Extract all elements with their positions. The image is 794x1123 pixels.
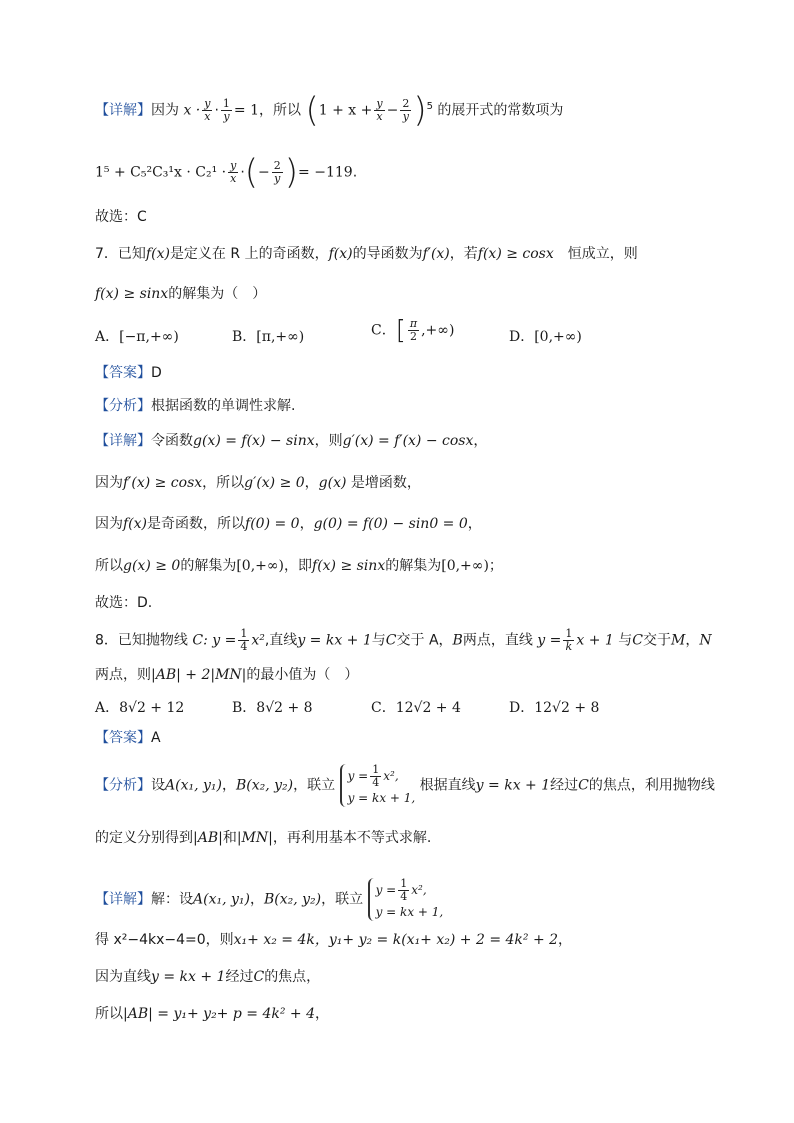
equation-system: y = $\frac{1}{4}$ x², y = kx + 1, (340, 764, 416, 807)
question-8-options (95, 697, 715, 721)
option-b: B．8√2 + 8 (232, 700, 313, 716)
option-d: D．[0,+∞) (509, 329, 582, 345)
equation-system: y = $\frac{1}{4}$ x², y = kx + 1, (368, 878, 444, 921)
detail-line-2: 1⁵ + C₅²C₃¹x · C₂¹ · $\frac{y}{x}$ ·(− $\frac{2}{y}$ )= −119. (95, 152, 358, 193)
option-a: A．[−π,+∞) (95, 329, 179, 345)
question-7-options (95, 315, 715, 356)
question-7-line-2: f(x) ≥ sinx的解集为（ ） (95, 286, 267, 302)
answer-7: 【答案】D (95, 365, 162, 381)
detail-7-line-4: 所以g(x) ≥ 0的解集为[0,+∞)，即f(x) ≥ sinx的解集为[0,+∞)； (95, 558, 503, 574)
detail-8-line-3: 因为直线y = kx + 1经过C的焦点， (95, 969, 321, 985)
answer-8: 【答案】A (95, 730, 161, 746)
detail-7-line-1: 【详解】令函数g(x) = f(x) − sinx，则g′(x) = f′(x) − cosx， (95, 433, 488, 449)
analysis-7: 【分析】根据函数的单调性求解. (95, 398, 296, 414)
option-b: B．[π,+∞) (232, 329, 305, 345)
detail-tag: 【详解】 (95, 102, 151, 119)
question-8-line-2: 两点，则|AB| + 2|MN|的最小值为（ ） (95, 667, 359, 683)
option-c: C．[ $\frac{\pi}{2}$ ,+∞) (371, 315, 455, 346)
choice-line: 故选：C (95, 209, 147, 225)
choice-7: 故选：D. (95, 595, 153, 611)
question-8-line-1: 8．已知抛物线 C: y = $\frac{1}{4}$ x²,直线y = kx + 1与C交于 A，B两点，直线 y = $\frac{1}{k}$ x + 1 与C交于M，N (95, 627, 712, 653)
option-d: D．12√2 + 8 (509, 700, 600, 716)
fraction: $\frac{y}{x}$ (204, 97, 211, 124)
detail-8-line-1: 【详解】解：设A(x₁, y₁)，B(x₂, y₂)，联立 y = $\frac{1}{4}$ x², y = kx + 1, (95, 877, 444, 919)
detail-7-line-2: 因为f′(x) ≥ cosx，所以g′(x) ≥ 0，g(x) 是增函数， (95, 475, 421, 491)
question-7-line-1: 7．已知f(x)是定义在 R 上的奇函数，f(x)的导函数为f′(x)，若f(x) ≥ cosx 恒成立，则 (95, 246, 638, 262)
option-c: C．12√2 + 4 (371, 700, 461, 716)
analysis-8-line-1: 【分析】设A(x₁, y₁)，B(x₂, y₂)，联立 y = $\frac{1}{4}$ x², y = kx + 1, 根据直线y = kx + 1经过C的焦点，利用抛物线 (95, 763, 715, 805)
detail-line-1: 【详解】因为 x · $\frac{y}{x}$ · $\frac{1}{y}$ = 1，所以 (1 + x + $\frac{y}{x}$ − $\frac{2}{y}$ )$^5$ 的展开式的常数项为 (95, 90, 564, 131)
detail-8-line-2: 得 x²−4kx−4=0，则x₁+ x₂ = 4k，y₁+ y₂ = k(x₁+ x₂) + 2 = 4k² + 2， (95, 932, 573, 948)
analysis-8-line-2: 的定义分别得到|AB|和|MN|，再利用基本不等式求解. (95, 830, 432, 846)
option-a: A．8√2 + 12 (95, 700, 185, 716)
detail-8-line-4: 所以|AB| = y₁+ y₂+ p = 4k² + 4， (95, 1006, 330, 1022)
detail-7-line-3: 因为f(x)是奇函数，所以f(0) = 0，g(0) = f(0) − sin0 = 0， (95, 516, 482, 532)
